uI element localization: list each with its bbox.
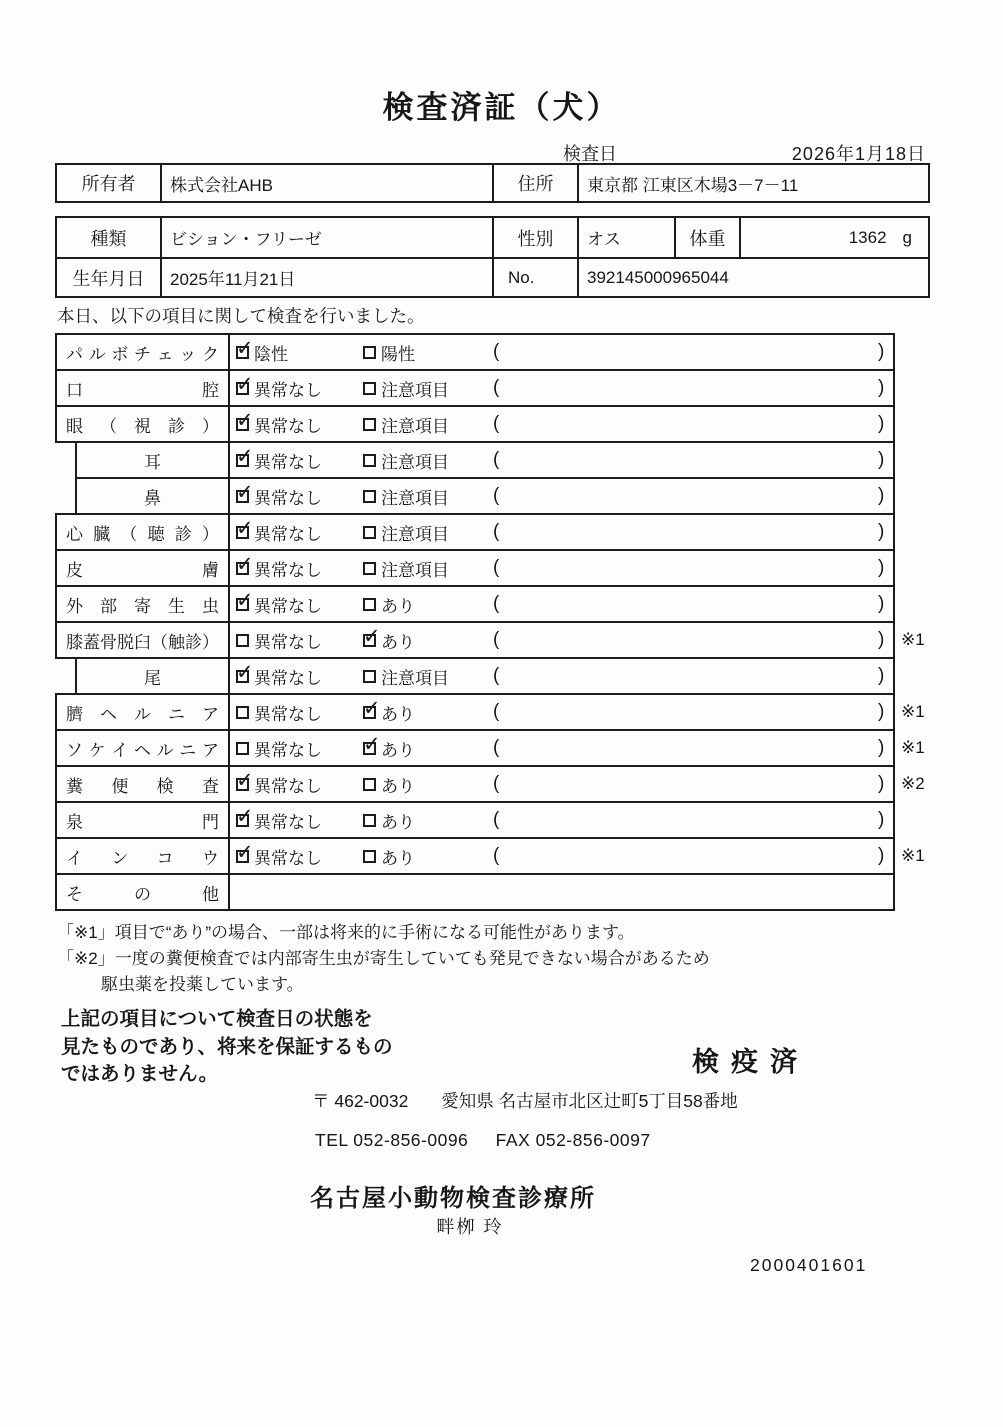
weight-unit: g [902,227,912,247]
inspection-row-content [230,731,893,765]
checkbox-option1 [236,562,249,575]
disclaimer-line-2: 見たものであり、将来を保証するもの [61,1035,393,1058]
inspection-row [55,585,895,623]
owner-label: 所有者 [81,174,136,194]
option1-group [236,803,322,837]
inspection-item-label: 臍 ヘ ル ニ ア [57,695,230,729]
paren-close: ) [878,377,885,398]
inspection-item-label: 膝 蓋 骨 脱 臼 （ 触 診 ） [57,623,230,657]
no-label: No. [492,259,577,296]
inspection-row-content [230,587,893,621]
inspection-row [55,729,925,767]
weight-number: 1362 [848,227,887,247]
inspection-row [55,801,895,839]
paren-open: ( [493,557,500,578]
inspection-date-value: 2026年1月18日 [791,144,926,164]
no-value: 392145000965044 [577,259,928,296]
inspection-row-content [230,335,893,369]
option1-group [236,407,322,441]
paren-close: ) [878,701,885,722]
option2-label: あり [381,596,415,616]
option2-group [363,659,449,693]
option1-label: 異常なし [254,776,322,796]
disclaimer-line-1: 上記の項目について検査日の状態を [61,1008,373,1030]
option2-group [363,803,415,837]
inspection-item-label: パ ル ボ チ ェ ッ ク [57,335,230,369]
checkbox-option1 [236,814,249,827]
option1-group [236,371,322,405]
option1-group [236,767,322,801]
inspection-row [55,765,925,803]
inspection-row [75,657,895,695]
inspection-row [55,621,925,659]
weight-value [739,218,928,257]
paren-close: ) [878,593,885,614]
paren-open: ( [493,665,500,686]
owner-table [55,163,930,203]
intro-text: 本日、以下の項目に関して検査を行いました。 [57,306,425,326]
checkbox-option2 [363,706,376,719]
row-note: ※1 [901,702,925,721]
breed-value: ビション・フリーゼ [160,218,492,257]
inspection-item-label: 鼻 [77,479,230,513]
inspection-item-label: そ の 他 [57,875,230,909]
paren-close: ) [878,665,885,686]
inspection-row-content [230,371,893,405]
option2-label: あり [381,776,415,796]
paren-open: ( [493,413,500,434]
paren-open: ( [493,341,500,362]
paren-open: ( [493,377,500,398]
option1-label: 異常なし [254,812,322,832]
sex-value: オス [577,218,674,257]
option1-label: 異常なし [254,380,322,400]
option2-group [363,335,415,369]
quarantine-stamp: 検疫済 [692,1047,809,1077]
inspection-row [75,441,895,479]
weight-label: 体重 [674,218,739,257]
inspection-item-label: 耳 [77,443,230,477]
option1-group [236,623,322,657]
paren-close: ) [878,809,885,830]
option1-group [236,587,322,621]
option2-group [363,443,449,477]
checkbox-option2 [363,526,376,539]
disclaimer [61,1006,393,1089]
option2-label: 注意項目 [381,416,449,436]
checkbox-option2 [363,562,376,575]
checkbox-option2 [363,850,376,863]
option2-label: 注意項目 [381,452,449,472]
inspection-item-label: 皮 膚 [57,551,230,585]
checkbox-option2 [363,382,376,395]
checkbox-option2 [363,598,376,611]
checkbox-option1 [236,346,249,359]
paren-open: ( [493,701,500,722]
option1-label: 異常なし [254,452,322,472]
option1-label: 異常なし [254,848,322,868]
option2-label: あり [381,704,415,724]
option2-group [363,407,449,441]
paren-open: ( [493,845,500,866]
animal-row-1 [57,218,928,257]
option1-label: 異常なし [254,668,322,688]
inspection-item-label: 口 腔 [57,371,230,405]
checkbox-option1 [236,418,249,431]
paren-close: ) [878,557,885,578]
inspection-item-label: 尾 [77,659,230,693]
document-number: 2000401601 [750,1255,868,1275]
option2-label: 陽性 [381,344,415,364]
inspection-row-content [230,443,893,477]
paren-close: ) [878,773,885,794]
option2-group [363,839,415,873]
clinic-name: 名古屋小動物検査診療所 [310,1185,596,1212]
checkbox-option1 [236,634,249,647]
option1-label: 異常なし [254,740,322,760]
option1-group [236,335,288,369]
paren-open: ( [493,629,500,650]
checkbox-option2 [363,634,376,647]
inspection-row [55,873,895,911]
option2-label: 注意項目 [381,524,449,544]
option1-group [236,479,322,513]
option2-group [363,767,415,801]
option2-group [363,479,449,513]
inspection-row-content [230,515,893,549]
checkbox-option1 [236,382,249,395]
inspection-item-label: ソ ケ イ ヘ ル ニ ア [57,731,230,765]
row-note: ※2 [901,774,925,793]
checkbox-option2 [363,814,376,827]
inspection-row [55,369,895,407]
paren-open: ( [493,737,500,758]
clinic-fax: FAX 052-856-0097 [495,1130,651,1150]
inspection-date-row [55,140,930,164]
inspection-row [55,549,895,587]
option1-group [236,515,322,549]
row-note: ※1 [901,630,925,649]
option1-label: 異常なし [254,560,322,580]
inspection-item-label: 糞 便 検 査 [57,767,230,801]
option2-group [363,551,449,585]
owner-name: 株式会社AHB [160,165,492,201]
option2-label: あり [381,812,415,832]
breed-label: 種類 [90,228,127,249]
inspection-item-label: 眼 （ 視 診 ） [57,407,230,441]
inspection-row [55,333,895,371]
paren-close: ) [878,413,885,434]
checkbox-option2 [363,454,376,467]
checkbox-option1 [236,598,249,611]
option2-label: 注意項目 [381,488,449,508]
paren-open: ( [493,485,500,506]
inspection-row-content [230,407,893,441]
option1-group [236,659,322,693]
option1-group [236,839,322,873]
inspection-table [55,333,925,911]
checkbox-option1 [236,454,249,467]
row-note: ※1 [901,846,925,865]
paren-open: ( [493,593,500,614]
paren-close: ) [878,845,885,866]
option1-label: 異常なし [254,632,322,652]
option1-group [236,731,322,765]
inspection-item-label: イ ン コ ウ [57,839,230,873]
row-note: ※1 [901,738,925,757]
checkbox-option1 [236,526,249,539]
inspection-row [55,513,895,551]
checkbox-option1 [236,670,249,683]
option2-group [363,731,415,765]
option2-group [363,623,415,657]
option2-label: 注意項目 [381,560,449,580]
option2-label: 注意項目 [381,380,449,400]
inspection-row-content [230,839,893,873]
option1-group [236,551,322,585]
inspection-row [55,837,925,875]
checkbox-option2 [363,778,376,791]
birth-label: 生年月日 [72,268,145,289]
option2-label: あり [381,848,415,868]
paren-open: ( [493,809,500,830]
option2-group [363,695,415,729]
inspection-item-label: 外 部 寄 生 虫 [57,587,230,621]
checkbox-option2 [363,418,376,431]
checkbox-option2 [363,490,376,503]
inspection-row-content [230,551,893,585]
option1-label: 異常なし [254,704,322,724]
option1-label: 異常なし [254,416,322,436]
inspection-row-content [230,875,893,909]
checkbox-option1 [236,850,249,863]
option2-group [363,371,449,405]
paren-open: ( [493,521,500,542]
inspection-row-content [230,695,893,729]
option2-group [363,515,449,549]
option1-group [236,443,322,477]
inspection-row-content [230,659,893,693]
paren-close: ) [878,737,885,758]
paren-close: ) [878,521,885,542]
owner-address: 東京都 江東区木場3－7－11 [577,165,928,201]
option1-label: 異常なし [254,596,322,616]
checkbox-option2 [363,346,376,359]
inspection-row [75,477,895,515]
inspection-item-label: 心 臓 （ 聴 診 ） [57,515,230,549]
inspection-row-content [230,767,893,801]
paren-close: ) [878,485,885,506]
checkbox-option1 [236,742,249,755]
animal-table [55,216,930,298]
inspection-row-content [230,479,893,513]
checkbox-option2 [363,670,376,683]
inspection-date-label: 検査日 [563,144,617,164]
disclaimer-line-3: ではありません。 [61,1063,219,1085]
checkbox-option1 [236,490,249,503]
checkbox-option1 [236,778,249,791]
option2-label: 注意項目 [381,668,449,688]
clinic-address-row [312,1088,738,1113]
option2-group [363,587,415,621]
option1-label: 陰性 [254,344,288,364]
address-label: 住所 [492,165,577,201]
footnotes [57,920,710,998]
paren-open: ( [493,449,500,470]
option1-label: 異常なし [254,524,322,544]
footnote-3: 駆虫薬を投薬しています。 [101,975,304,994]
option2-label: あり [381,740,415,760]
clinic-signer: 畔栁 玲 [436,1217,504,1237]
sex-label: 性別 [492,218,577,257]
document-title: 検査済証（犬） [382,90,621,125]
footnote-1: 「※1」項目で“あり”の場合、一部は将来的に手術になる可能性があります。 [57,923,635,942]
birth-value: 2025年11月21日 [160,259,492,296]
checkbox-option2 [363,742,376,755]
option1-group [236,695,322,729]
option2-label: あり [381,632,415,652]
paren-close: ) [878,629,885,650]
inspection-row [55,405,895,443]
checkbox-option1 [236,706,249,719]
inspection-item-label: 泉 門 [57,803,230,837]
paren-close: ) [878,341,885,362]
inspection-row-content [230,623,893,657]
option1-label: 異常なし [254,488,322,508]
clinic-address: 愛知県 名古屋市北区辻町5丁目58番地 [441,1091,738,1111]
inspection-row-content [230,803,893,837]
clinic-postal-code: 〒 462-0032 [312,1091,409,1111]
clinic-tel: TEL 052-856-0096 [315,1130,469,1150]
paren-open: ( [493,773,500,794]
inspection-row [55,693,925,731]
animal-row-2 [57,257,928,296]
clinic-phone-row [315,1130,651,1151]
footnote-2: 「※2」一度の糞便検査では内部寄生虫が寄生していても発見できない場合があるため [57,949,710,968]
paren-close: ) [878,449,885,470]
